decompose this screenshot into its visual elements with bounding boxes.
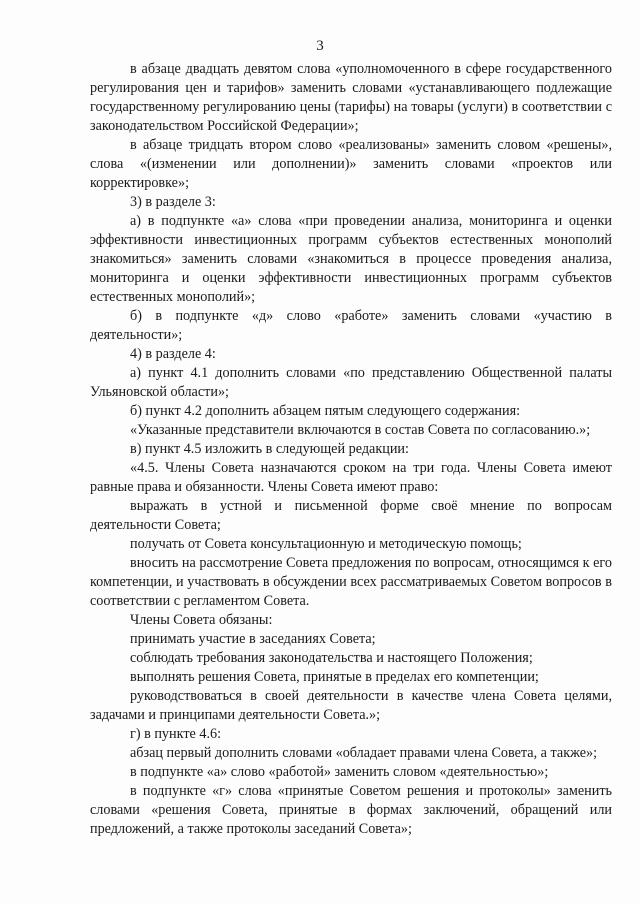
- paragraph: б) пункт 4.2 дополнить абзацем пятым следующего содержания:: [130, 403, 521, 419]
- paragraph: принимать участие в заседаниях Совета;: [130, 631, 376, 647]
- paragraph: в) пункт 4.5 изложить в следующей редакции:: [130, 441, 409, 457]
- paragraph: 4) в разделе 4:: [130, 346, 216, 362]
- paragraph: Члены Совета обязаны:: [130, 612, 273, 628]
- paragraph: г) в пункте 4.6:: [130, 726, 222, 742]
- paragraph: руководствоваться в своей деятельности в качестве члена Совета целями, задачами и принципами деятельности Совета.»;: [90, 688, 612, 723]
- paragraph: соблюдать требования законодательства и настоящего Положения;: [130, 650, 533, 666]
- paragraph: в абзаце тридцать втором слово «реализованы» заменить словом «решены», слова «(изменении или дополнении)» заменить словами «проектов или корректировке»;: [90, 137, 612, 191]
- paragraph: а) пункт 4.1 дополнить словами «по представлению Общественной палаты Ульяновской области»;: [90, 365, 612, 400]
- paragraph: «4.5. Члены Совета назначаются сроком на три года. Члены Совета имеют равные права и обязанности. Члены Совета имеют право:: [90, 460, 612, 495]
- paragraph: в подпункте «а» слово «работой» заменить словом «деятельностью»;: [130, 764, 549, 780]
- paragraph: 3) в разделе 3:: [130, 194, 216, 210]
- paragraph: выражать в устной и письменной форме своё мнение по вопросам деятельности Совета;: [90, 498, 612, 533]
- paragraph: вносить на рассмотрение Совета предложения по вопросам, относящимся к его компетенции, и участвовать в обсуждении всех рассматриваемых Советом вопросов в соответствии с регламентом Совета.: [90, 555, 612, 609]
- paragraph: в абзаце двадцать девятом слова «уполномоченного в сфере государственного регулирования цен и тарифов» заменить словами «устанавливающего подлежащие государственному регулированию цены (тарифы) на товары (услуги) в соответствии с законодательством Российской Федерации»;: [90, 61, 612, 134]
- paragraph: б) в подпункте «д» слово «работе» заменить словами «участию в деятельности»;: [90, 308, 612, 343]
- paragraph: а) в подпункте «а» слова «при проведении анализа, мониторинга и оценки эффективности инвестиционных программ субъектов естественных монополий знакомиться» заменить словами «знакомиться в процессе проведения анализа, мониторинга и оценки эффективности инвестиционных программ субъектов естественных монополий»;: [90, 213, 612, 305]
- paragraph: получать от Совета консультационную и методическую помощь;: [130, 536, 522, 552]
- document-body: [90, 60, 612, 839]
- paragraph: в подпункте «г» слова «принятые Советом решения и протоколы» заменить словами «решения Совета, принятые в формах заключений, обращений или предложений, а также протоколы заседаний Совета»;: [90, 783, 612, 837]
- paragraph: выполнять решения Совета, принятые в пределах его компетенции;: [130, 669, 539, 685]
- page-number: 3: [316, 38, 324, 54]
- paragraph: «Указанные представители включаются в состав Совета по согласованию.»;: [130, 422, 591, 438]
- paragraph: абзац первый дополнить словами «обладает правами члена Совета, а также»;: [130, 745, 598, 761]
